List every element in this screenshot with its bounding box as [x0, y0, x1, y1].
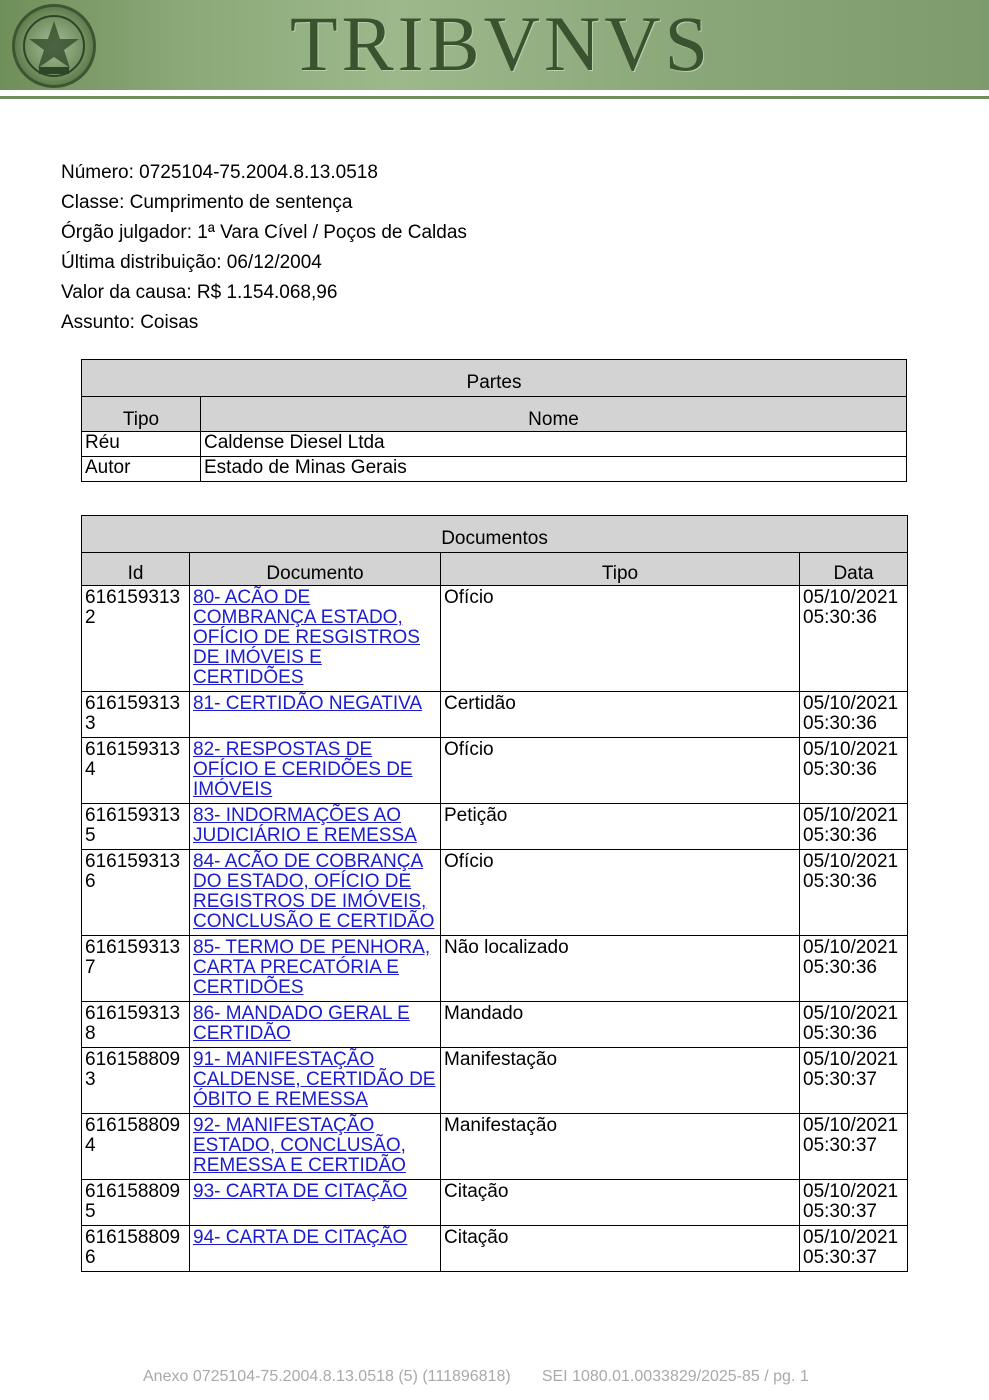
documento-id: 6161588094	[82, 1114, 190, 1180]
documentos-col-data: Data	[800, 553, 908, 586]
documento-link[interactable]: 83- INDORMAÇÕES AO JUDICIÁRIO E REMESSA	[193, 805, 417, 846]
documento-link[interactable]: 92- MANIFESTAÇÃO ESTADO, CONCLUSÃO, REMESSA E CERTIDÃO	[193, 1115, 406, 1176]
table-row	[82, 1180, 908, 1226]
documento-link[interactable]: 80- ACÃO DE COMBRANÇA ESTADO, OFÍCIO DE RESGISTROS DE IMÓVEIS E CERTIDÕES	[193, 587, 420, 688]
documento-cell	[190, 936, 441, 1002]
table-row	[82, 804, 908, 850]
coat-of-arms-seal	[12, 4, 96, 88]
documento-tipo: Ofício	[441, 738, 800, 804]
documento-link[interactable]: 86- MANDADO GERAL E CERTIDÃO	[193, 1003, 410, 1044]
documento-tipo: Mandado	[441, 1002, 800, 1048]
documento-data: 05/10/2021 05:30:36	[800, 586, 908, 692]
process-metadata	[61, 158, 467, 338]
documento-data: 05/10/2021 05:30:37	[800, 1048, 908, 1114]
documento-id: 6161593138	[82, 1002, 190, 1048]
documento-tipo: Petição	[441, 804, 800, 850]
documento-id: 6161588095	[82, 1180, 190, 1226]
header-banner	[0, 0, 989, 90]
parte-nome: Caldense Diesel Ltda	[201, 432, 907, 457]
documento-data: 05/10/2021 05:30:36	[800, 1002, 908, 1048]
process-valor: Valor da causa: R$ 1.154.068,96	[61, 282, 338, 303]
footer-sei: SEI 1080.01.0033829/2025-85 / pg. 1	[541, 1368, 809, 1385]
seal-emblem-icon	[15, 7, 93, 85]
footer-anexo: Anexo 0725104-75.2004.8.13.0518 (5) (111896818)	[143, 1368, 511, 1385]
documento-link[interactable]: 81- CERTIDÃO NEGATIVA	[193, 693, 423, 714]
table-row	[82, 586, 908, 692]
documento-cell	[190, 1114, 441, 1180]
table-row	[82, 738, 908, 804]
table-row	[82, 1114, 908, 1180]
banner-title: TRIBVNVS	[290, 0, 713, 87]
documento-link[interactable]: 93- CARTA DE CITAÇÃO	[193, 1181, 408, 1202]
documento-id: 6161588093	[82, 1048, 190, 1114]
partes-caption: Partes	[82, 360, 907, 397]
documentos-col-documento: Documento	[190, 553, 441, 586]
parte-tipo: Autor	[82, 457, 201, 482]
documento-data: 05/10/2021 05:30:36	[800, 738, 908, 804]
documento-id: 6161593133	[82, 692, 190, 738]
table-row	[82, 1226, 908, 1272]
documento-link[interactable]: 84- ACÃO DE COBRANÇA DO ESTADO, OFÍCIO DE REGISTROS DE IMÓVEIS, CONCLUSÃO E CERTIDÃO	[193, 851, 435, 932]
parte-tipo: Réu	[82, 432, 201, 457]
documento-cell	[190, 692, 441, 738]
documento-tipo: Ofício	[441, 850, 800, 936]
documento-cell	[190, 1226, 441, 1272]
documento-tipo: Citação	[441, 1180, 800, 1226]
documentos-table	[81, 515, 908, 1272]
process-distribuicao: Última distribuição: 06/12/2004	[61, 252, 322, 273]
table-row	[82, 432, 907, 457]
process-orgao: Órgão julgador: 1ª Vara Cível / Poços de Caldas	[61, 222, 467, 243]
documento-id: 6161593134	[82, 738, 190, 804]
documento-tipo: Manifestação	[441, 1114, 800, 1180]
table-row	[82, 850, 908, 936]
documento-tipo: Citação	[441, 1226, 800, 1272]
process-numero: Número: 0725104-75.2004.8.13.0518	[61, 162, 378, 183]
process-classe: Classe: Cumprimento de sentença	[61, 192, 353, 213]
documento-data: 05/10/2021 05:30:37	[800, 1114, 908, 1180]
documento-tipo: Não localizado	[441, 936, 800, 1002]
parte-nome: Estado de Minas Gerais	[201, 457, 907, 482]
documento-data: 05/10/2021 05:30:37	[800, 1226, 908, 1272]
table-row	[82, 1002, 908, 1048]
documento-data: 05/10/2021 05:30:37	[800, 1180, 908, 1226]
table-row	[82, 692, 908, 738]
partes-col-tipo: Tipo	[82, 397, 201, 432]
documento-id: 6161593136	[82, 850, 190, 936]
process-assunto: Assunto: Coisas	[61, 312, 199, 333]
documento-tipo: Ofício	[441, 586, 800, 692]
documento-link[interactable]: 82- RESPOSTAS DE OFÍCIO E CERIDÕES DE IMÓVEIS	[193, 739, 413, 800]
table-row	[82, 936, 908, 1002]
documento-data: 05/10/2021 05:30:36	[800, 936, 908, 1002]
documento-tipo: Manifestação	[441, 1048, 800, 1114]
documento-id: 6161593135	[82, 804, 190, 850]
documento-link[interactable]: 91- MANIFESTAÇÃO CALDENSE, CERTIDÃO DE ÓBITO E REMESSA	[193, 1049, 436, 1110]
banner-divider	[0, 96, 989, 99]
documento-cell	[190, 1002, 441, 1048]
page-footer	[143, 1368, 809, 1386]
documento-cell	[190, 804, 441, 850]
documento-data: 05/10/2021 05:30:36	[800, 850, 908, 936]
documento-link[interactable]: 85- TERMO DE PENHORA, CARTA PRECATÓRIA E CERTIDÕES	[193, 937, 431, 998]
documento-link[interactable]: 94- CARTA DE CITAÇÃO	[193, 1227, 408, 1248]
documento-cell	[190, 586, 441, 692]
documento-cell	[190, 850, 441, 936]
documentos-col-tipo: Tipo	[441, 553, 800, 586]
documentos-caption: Documentos	[82, 516, 908, 553]
documento-cell	[190, 1180, 441, 1226]
documento-id: 6161593137	[82, 936, 190, 1002]
documento-id: 6161588096	[82, 1226, 190, 1272]
documento-tipo: Certidão	[441, 692, 800, 738]
partes-table	[81, 359, 907, 482]
table-row	[82, 1048, 908, 1114]
documento-id: 6161593132	[82, 586, 190, 692]
documento-data: 05/10/2021 05:30:36	[800, 692, 908, 738]
documentos-col-id: Id	[82, 553, 190, 586]
table-row	[82, 457, 907, 482]
partes-col-nome: Nome	[201, 397, 907, 432]
documento-cell	[190, 738, 441, 804]
documento-cell	[190, 1048, 441, 1114]
documento-data: 05/10/2021 05:30:36	[800, 804, 908, 850]
